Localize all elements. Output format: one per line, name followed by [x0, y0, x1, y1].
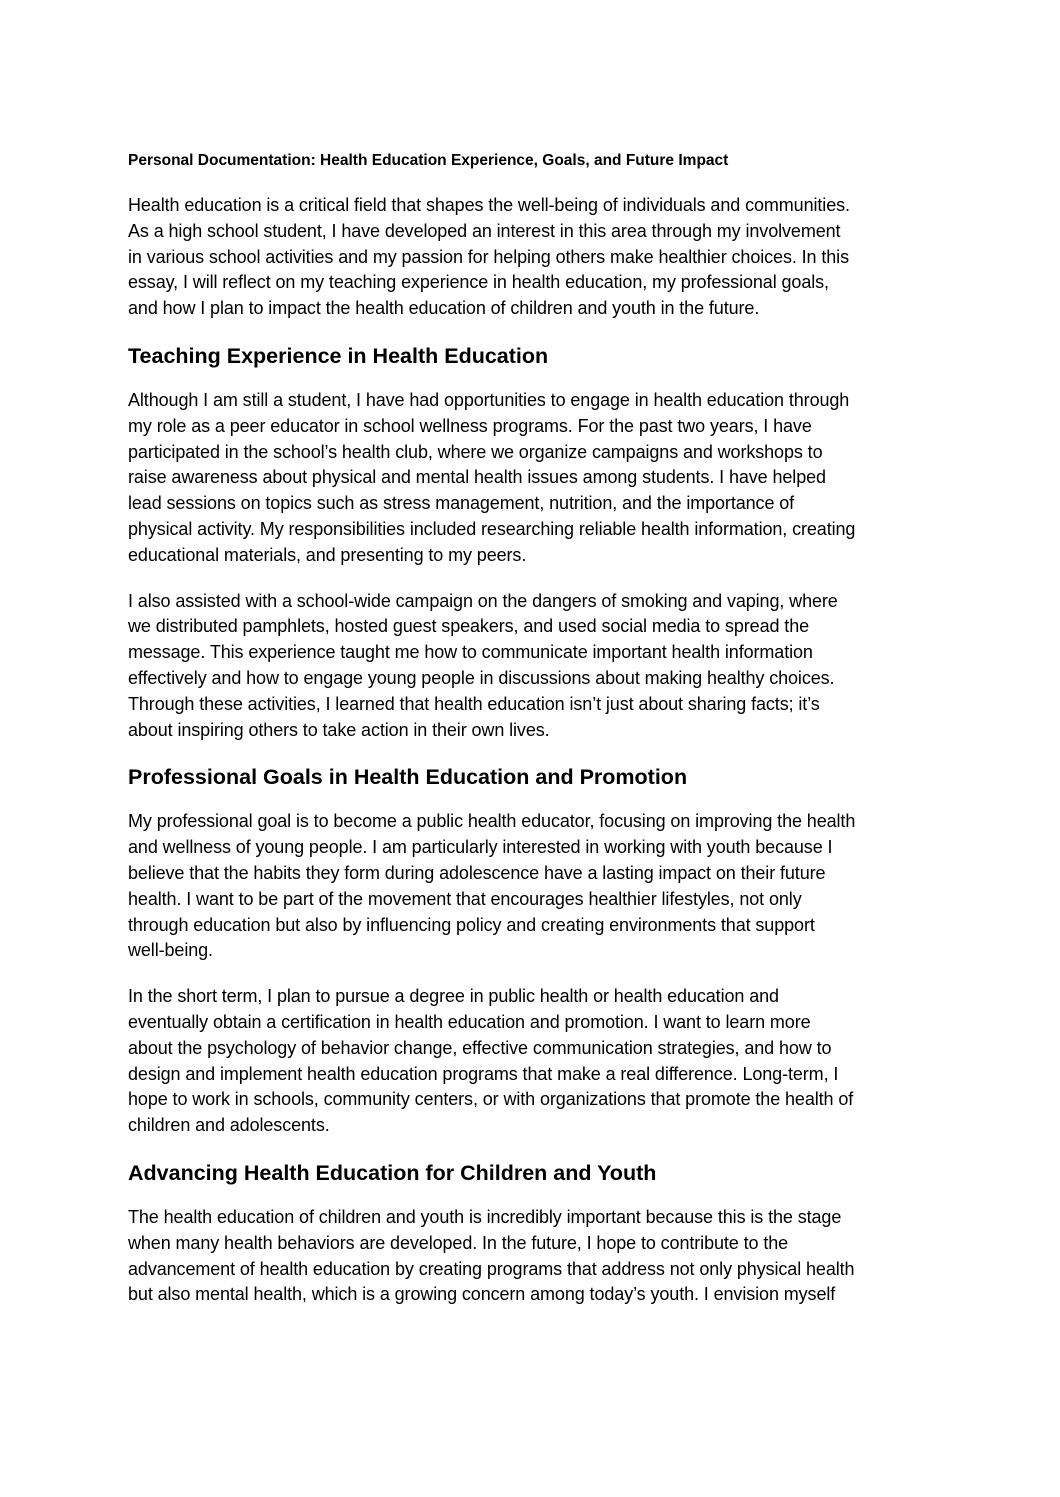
section-heading-teaching-experience: Teaching Experience in Health Education [128, 343, 549, 368]
text-line: educational materials, and presenting to my peers. [128, 544, 527, 565]
text-line: hope to work in schools, community centers, or with organizations that promote the health of [128, 1089, 854, 1110]
text-line: health. I want to be part of the movement that encourages healthier lifestyles, not only [128, 888, 802, 909]
text-line: design and implement health education programs that make a real difference. Long-term, I [128, 1063, 839, 1084]
text-line: lead sessions on topics such as stress management, nutrition, and the importance of [128, 493, 795, 514]
text-line: we distributed pamphlets, hosted guest speakers, and used social media to spread the [128, 616, 810, 637]
text-line: in various school activities and my passion for helping others make healthier choices. In this [128, 246, 849, 267]
text-line: about the psychology of behavior change, effective communication strategies, and how to [128, 1037, 832, 1058]
text-line: but also mental health, which is a growing concern among today’s youth. I envision myself [128, 1284, 836, 1305]
text-line: and wellness of young people. I am particularly interested in working with youth because I [128, 837, 833, 858]
text-line: about inspiring others to take action in their own lives. [128, 719, 550, 740]
text-line: Health education is a critical field that shapes the well-being of individuals and communities. [128, 195, 850, 215]
text-line: essay, I will reflect on my teaching experience in health education, my professional goals, [128, 272, 829, 293]
text-line: through education but also by influencing policy and creating environments that support [128, 914, 815, 935]
text-line: believe that the habits they form during adolescence have a lasting impact on their future [128, 862, 826, 883]
text-line: well-being. [128, 940, 213, 961]
text-line: message. This experience taught me how to communicate important health information [128, 642, 813, 663]
text-line: children and adolescents. [128, 1115, 330, 1136]
text-line: advancement of health education by creating programs that address not only physical health [128, 1258, 855, 1279]
document-title: Personal Documentation: Health Education Experience, Goals, and Future Impact [128, 152, 729, 169]
text-line: The health education of children and youth is incredibly important because this is the stage [128, 1206, 842, 1227]
text-line: Although I am still a student, I have had opportunities to engage in health education through [128, 389, 850, 410]
section-paragraph [128, 984, 938, 1139]
section-paragraph [128, 388, 938, 569]
text-line: my role as a peer educator in school wellness programs. For the past two years, I have [128, 415, 812, 436]
text-line: I also assisted with a school-wide campaign on the dangers of smoking and vaping, where [128, 590, 838, 611]
section-heading-professional-goals: Professional Goals in Health Education and Promotion [128, 765, 688, 790]
text-line: Through these activities, I learned that health education isn’t just about sharing facts; it’s [128, 693, 820, 714]
text-line: eventually obtain a certification in health education and promotion. I want to learn more [128, 1011, 811, 1032]
text-line: and how I plan to impact the health education of children and youth in the future. [128, 298, 760, 319]
text-line: physical activity. My responsibilities included researching reliable health information, creating [128, 518, 856, 539]
text-line: participated in the school’s health club, where we organize campaigns and workshops to [128, 441, 823, 462]
text-line: raise awareness about physical and mental health issues among students. I have helped [128, 467, 826, 488]
text-line: As a high school student, I have developed an interest in this area through my involvement [128, 220, 841, 241]
intro-paragraph [128, 193, 938, 322]
section-paragraph [128, 589, 938, 744]
text-line: effectively and how to engage young people in discussions about making healthy choices. [128, 667, 835, 688]
text-line: My professional goal is to become a public health educator, focusing on improving the health [128, 811, 856, 832]
document-body [128, 150, 938, 1328]
section-paragraph [128, 1205, 938, 1308]
section-heading-advancing-health-education: Advancing Health Education for Children and Youth [128, 1160, 657, 1185]
text-line: In the short term, I plan to pursue a degree in public health or health education and [128, 986, 779, 1007]
text-line: when many health behaviors are developed. In the future, I hope to contribute to the [128, 1232, 789, 1253]
section-paragraph [128, 809, 938, 964]
